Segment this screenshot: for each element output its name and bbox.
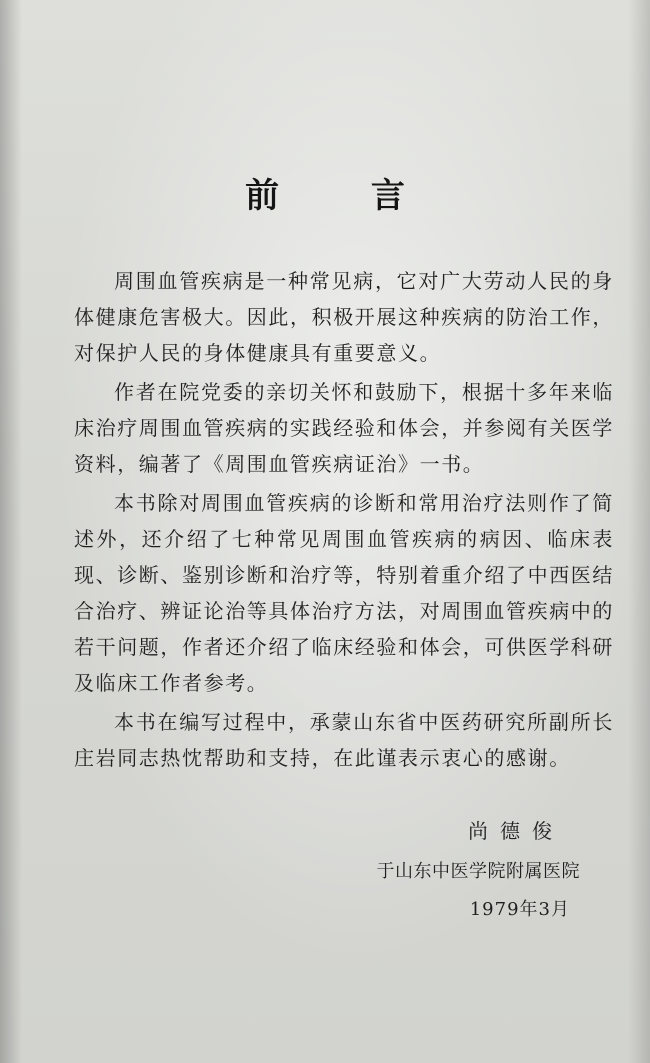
page-edge-shadow-right — [628, 0, 650, 1063]
page-title: 前 言 — [245, 176, 445, 216]
preface-body — [74, 263, 614, 776]
page-edge-shadow-left — [0, 0, 22, 1063]
preface-paragraph-2: 作者在院党委的亲切关怀和鼓励下，根据十多年来临床治疗周围血管疾病的实践经验和体会，并参阅有关医学资料，编著了《周围血管疾病证治》一书。 — [74, 380, 614, 476]
preface-paragraph-4: 本书在编写过程中，承蒙山东省中医药研究所副所长庄岩同志热忱帮助和支持，在此谨表示衷心的感谢。 — [74, 710, 614, 770]
signature-date: 1979年3月 — [469, 899, 570, 920]
author-affiliation: 于山东中医学院附属医院 — [376, 861, 580, 882]
author-name: 尚德俊 — [468, 819, 564, 843]
preface-paragraph-1: 周围血管疾病是一种常见病，它对广大劳动人民的身体健康危害极大。因此，积极开展这种疾病的防治工作，对保护人民的身体健康具有重要意义。 — [74, 269, 614, 365]
preface-paragraph-3: 本书除对周围血管疾病的诊断和常用治疗法则作了简述外，还介绍了七种常见周围血管疾病的病因、临床表现、诊断、鉴别诊断和治疗等，特别着重介绍了中西医结合治疗、辨证论治等具体治疗方法，对周围血管疾病中的若干问题，作者还介绍了临床经验和体会，可供医学科研及临床工作者参考。 — [74, 491, 614, 695]
signature-block — [377, 816, 581, 924]
